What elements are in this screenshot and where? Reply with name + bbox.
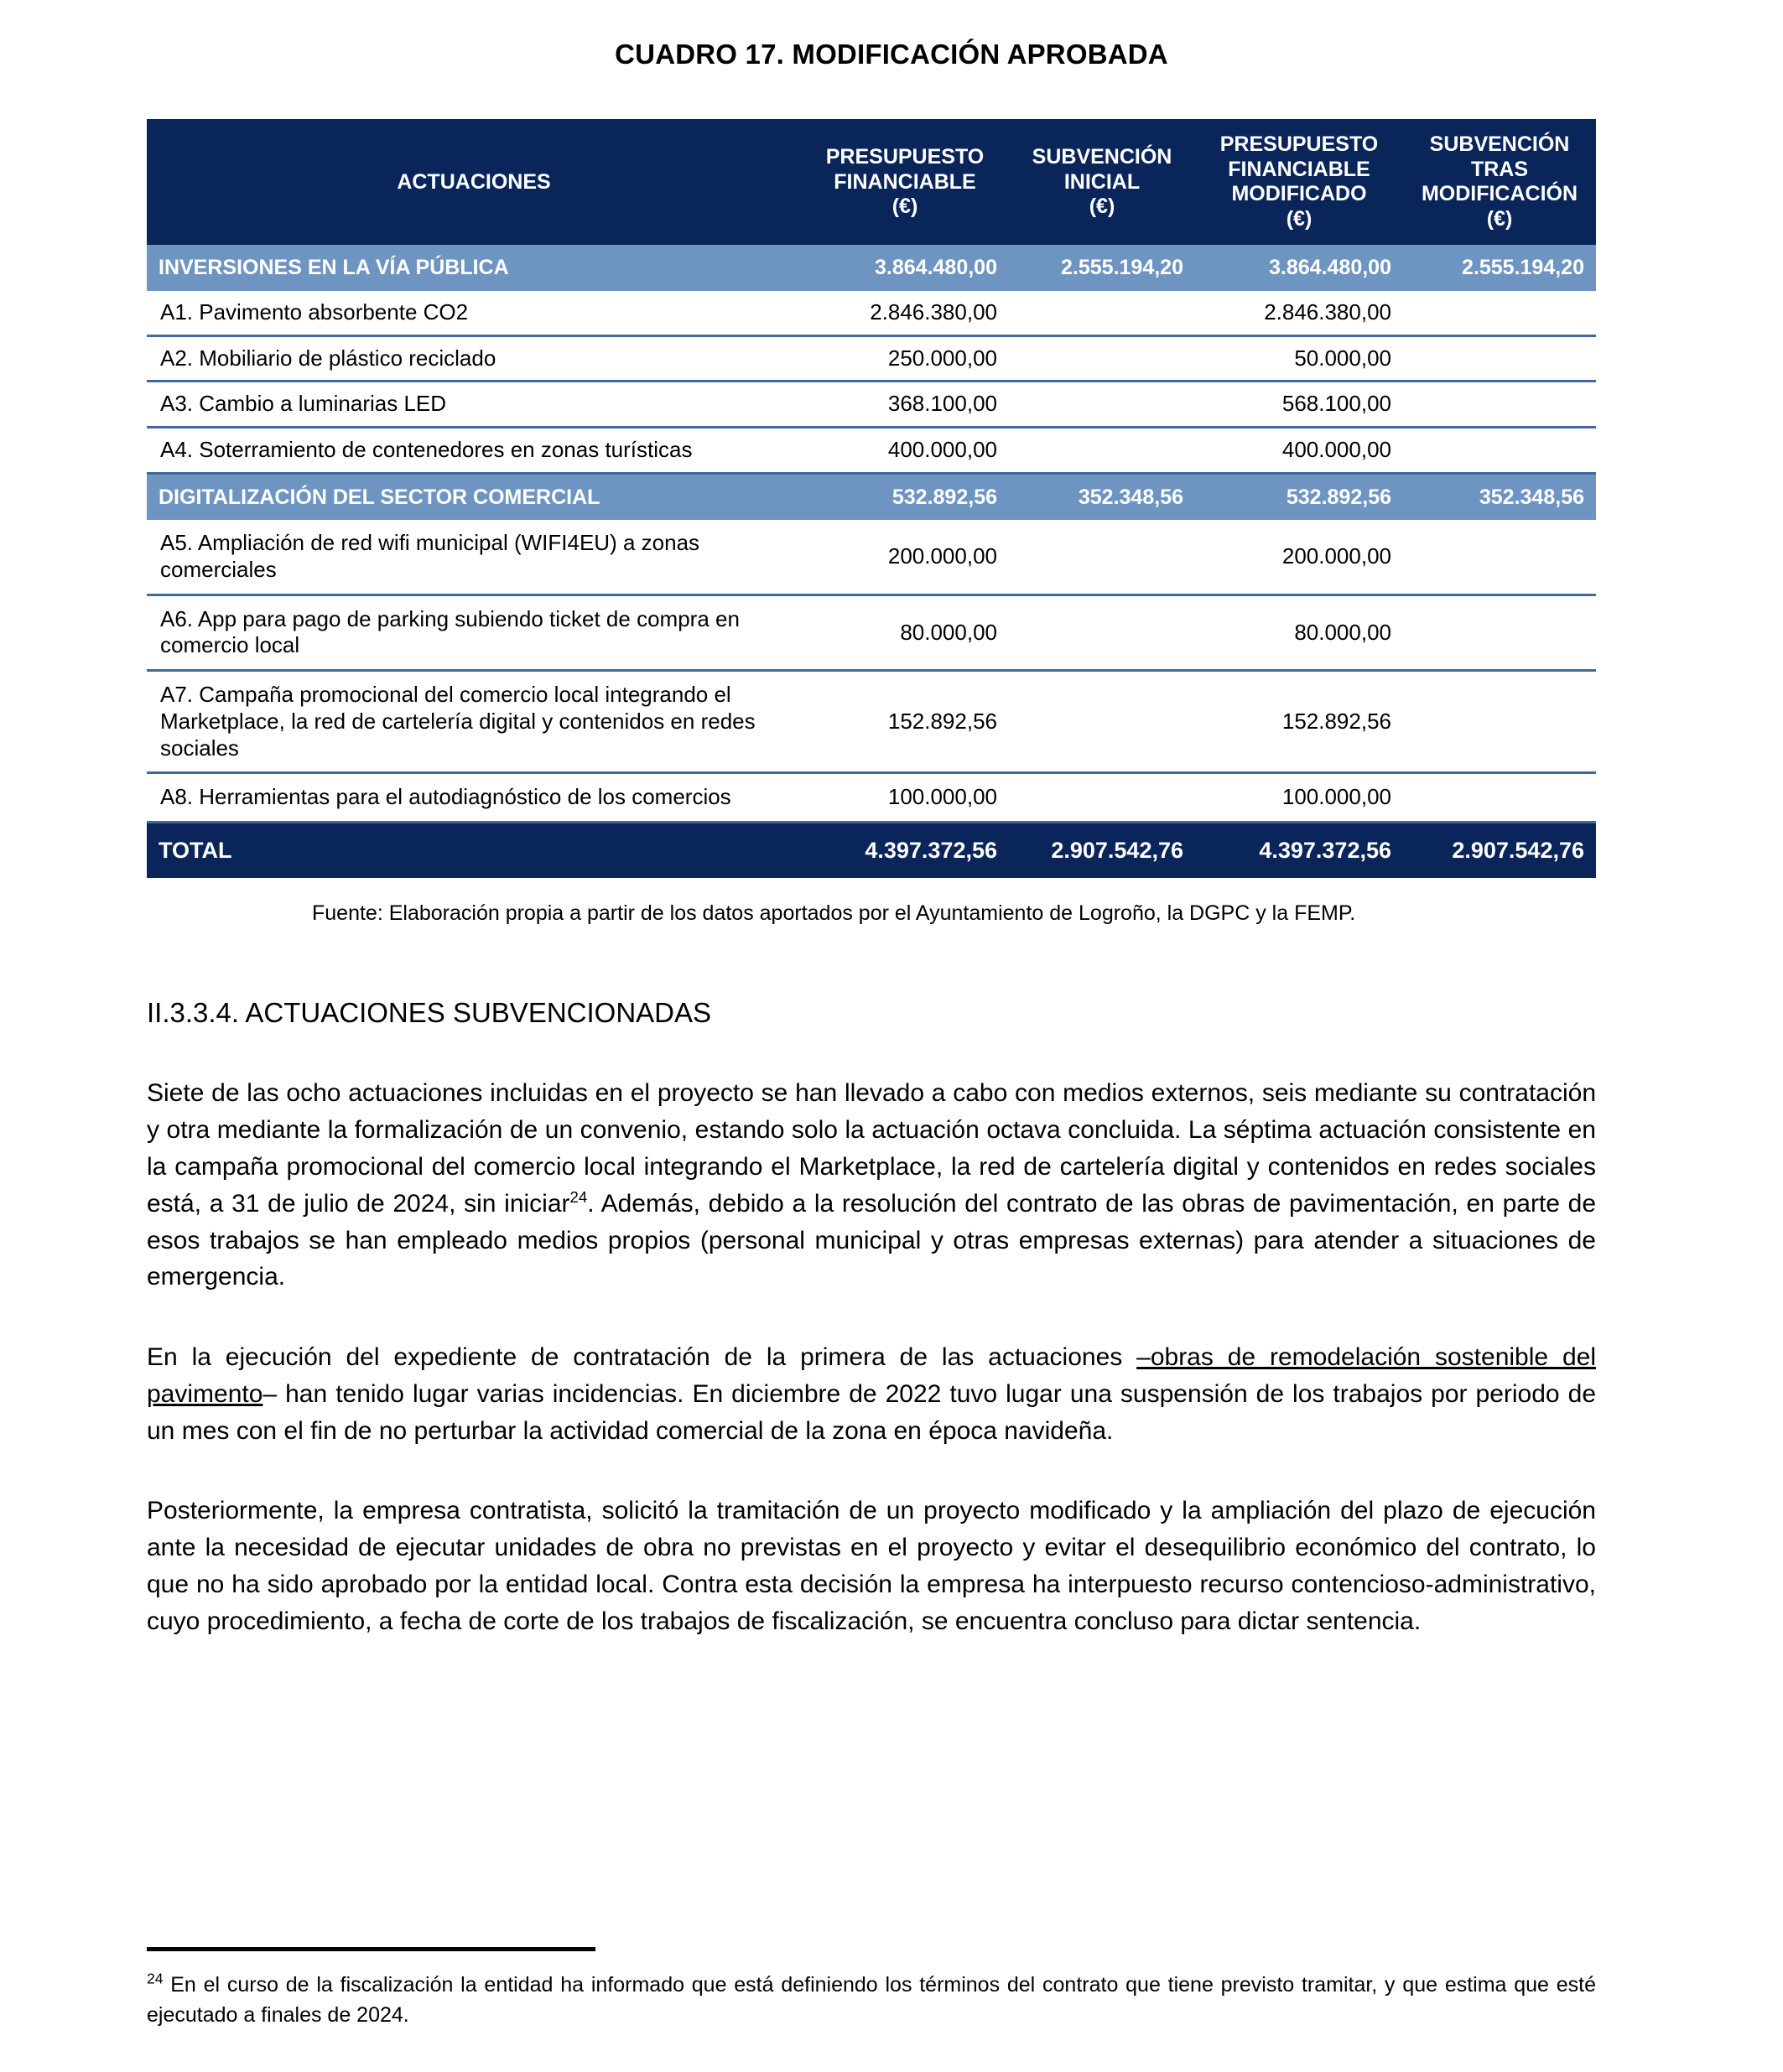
cuadro-17-table-container — [147, 119, 1596, 927]
table-section-row — [147, 245, 1596, 291]
cell-presupuesto-financiable: 2.846.380,00 — [801, 291, 1009, 335]
column-header-presupuesto-financiable-modificado: PRESUPUESTO FINANCIABLE MODIFICADO (€) — [1195, 119, 1403, 245]
page-title: CUADRO 17. MODIFICACIÓN APROBADA — [615, 39, 1168, 70]
cell-subvencion-tras-modificacion: 2.907.542,76 — [1403, 822, 1596, 877]
cell-presupuesto-financiable: 250.000,00 — [801, 335, 1009, 382]
cell-presupuesto-financiable-modificado: 200.000,00 — [1195, 520, 1403, 595]
column-header-subvencion-tras-modificacion: SUBVENCIÓN TRAS MODIFICACIÓN (€) — [1403, 119, 1596, 245]
cell-subvencion-tras-modificacion — [1403, 428, 1596, 474]
cell-subvencion-tras-modificacion — [1403, 335, 1596, 382]
row-label: A7. Campaña promocional del comercio local integrando el Marketplace, la red de cartelería digital y contenidos en redes sociales — [147, 671, 801, 773]
cell-subvencion-inicial: 2.555.194,20 — [1009, 245, 1195, 291]
column-header-presupuesto-financiable: PRESUPUESTO FINANCIABLE (€) — [801, 119, 1009, 245]
table-section-row — [147, 473, 1596, 520]
cell-subvencion-inicial — [1009, 291, 1195, 335]
cell-presupuesto-financiable: 4.397.372,56 — [801, 822, 1009, 877]
cell-subvencion-inicial — [1009, 382, 1195, 428]
cell-subvencion-inicial: 352.348,56 — [1009, 473, 1195, 520]
footnote-reference-24[interactable]: 24 — [569, 1187, 588, 1206]
column-header-actuaciones: ACTUACIONES — [147, 119, 801, 245]
row-label: A3. Cambio a luminarias LED — [147, 382, 801, 428]
cell-presupuesto-financiable-modificado: 568.100,00 — [1195, 382, 1403, 428]
cell-subvencion-inicial: 2.907.542,76 — [1009, 822, 1195, 877]
cell-presupuesto-financiable-modificado: 4.397.372,56 — [1195, 822, 1403, 877]
paragraph-2-text-b: – han tenido lugar varias incidencias. En diciembre de 2022 tuvo lugar una suspensión de los trabajos por periodo de un mes con el fin de no perturbar la actividad comercial de la zona en época navideña. — [147, 1379, 1596, 1445]
table-row — [147, 773, 1596, 823]
row-label: A1. Pavimento absorbente CO2 — [147, 291, 801, 335]
cell-presupuesto-financiable: 532.892,56 — [801, 473, 1009, 520]
paragraph-2 — [147, 1339, 1596, 1449]
table-total-row — [147, 822, 1596, 877]
cell-presupuesto-financiable-modificado: 2.846.380,00 — [1195, 291, 1403, 335]
table-row — [147, 428, 1596, 474]
cell-subvencion-inicial — [1009, 595, 1195, 670]
table-row — [147, 382, 1596, 428]
cell-subvencion-tras-modificacion — [1403, 382, 1596, 428]
cell-presupuesto-financiable: 100.000,00 — [801, 773, 1009, 823]
cell-presupuesto-financiable: 200.000,00 — [801, 520, 1009, 595]
cell-presupuesto-financiable: 368.100,00 — [801, 382, 1009, 428]
cell-presupuesto-financiable: 3.864.480,00 — [801, 245, 1009, 291]
cell-subvencion-inicial — [1009, 520, 1195, 595]
cell-subvencion-inicial — [1009, 335, 1195, 382]
row-label: A6. App para pago de parking subiendo ticket de compra en comercio local — [147, 595, 801, 670]
cell-presupuesto-financiable: 400.000,00 — [801, 428, 1009, 474]
paragraph-1-text-a: Siete de las ocho actuaciones incluidas en el proyecto se han llevado a cabo con medios externos, seis mediante su contratación y otra mediante la formalización de un convenio, estando solo la actuación octava concluida. La séptima actuación consistente en la campaña promocional del comercio local integrando el Marketplace, la red de cartelería digital y contenidos en redes sociales está, a 31 de julio de 2024, sin iniciar — [147, 1079, 1596, 1218]
paragraph-1 — [147, 1075, 1596, 1296]
cell-subvencion-inicial — [1009, 773, 1195, 823]
cell-presupuesto-financiable: 80.000,00 — [801, 595, 1009, 670]
cell-subvencion-tras-modificacion — [1403, 671, 1596, 773]
table-body — [147, 245, 1596, 878]
cell-subvencion-inicial — [1009, 428, 1195, 474]
cell-presupuesto-financiable-modificado: 3.864.480,00 — [1195, 245, 1403, 291]
table-header — [147, 119, 1596, 245]
table-row — [147, 335, 1596, 382]
cell-presupuesto-financiable: 152.892,56 — [801, 671, 1009, 773]
cell-presupuesto-financiable-modificado: 152.892,56 — [1195, 671, 1403, 773]
cell-presupuesto-financiable-modificado: 532.892,56 — [1195, 473, 1403, 520]
cell-subvencion-tras-modificacion — [1403, 773, 1596, 823]
row-label: A4. Soterramiento de contenedores en zonas turísticas — [147, 428, 801, 474]
cuadro-17-table — [147, 119, 1596, 878]
footnote-marker: 24 — [147, 1970, 164, 1987]
cell-presupuesto-financiable-modificado: 100.000,00 — [1195, 773, 1403, 823]
cell-presupuesto-financiable-modificado: 80.000,00 — [1195, 595, 1403, 670]
cell-subvencion-tras-modificacion — [1403, 291, 1596, 335]
row-label: TOTAL — [147, 822, 801, 877]
table-row — [147, 291, 1596, 335]
cell-presupuesto-financiable-modificado: 400.000,00 — [1195, 428, 1403, 474]
footnote-text: En el curso de la fiscalización la entidad ha informado que está definiendo los términos del contrato que tiene previsto tramitar, y que estima que esté ejecutado a finales de 2024. — [147, 1973, 1596, 2028]
paragraph-3: Posteriormente, la empresa contratista, solicitó la tramitación de un proyecto modificado y la ampliación del plazo de ejecución ante la necesidad de ejecutar unidades de obra no previstas en el proyecto y evitar el desequilibrio económico del contrato, lo que no ha sido aprobado por la entidad local. Contra esta decisión la empresa ha interpuesto recurso contencioso-administrativo, cuyo procedimiento, a fecha de corte de los trabajos de fiscalización, se encuentra concluso para dictar sentencia. — [147, 1497, 1596, 1635]
cell-subvencion-tras-modificacion: 2.555.194,20 — [1403, 245, 1596, 291]
row-label: INVERSIONES EN LA VÍA PÚBLICA — [147, 245, 801, 291]
footnote-separator-rule — [147, 1947, 595, 1951]
cell-subvencion-inicial — [1009, 671, 1195, 773]
row-label: A2. Mobiliario de plástico reciclado — [147, 335, 801, 382]
table-row — [147, 520, 1596, 595]
table-row — [147, 671, 1596, 773]
section-heading: II.3.3.4. ACTUACIONES SUBVENCIONADAS — [147, 997, 712, 1029]
paragraph-2-underlined-phrase: –obras de remodelación sostenible del pavimento — [147, 1343, 1596, 1408]
footnote-area — [147, 1947, 1596, 2031]
paragraph-1-text-b: . Además, debido a la resolución del contrato de las obras de pavimentación, en parte de esos trabajos se han empleado medios propios (personal municipal y otras empresas externas) para atender a situaciones de emergencia. — [147, 1189, 1597, 1291]
cell-subvencion-tras-modificacion — [1403, 595, 1596, 670]
footnote-24 — [147, 1970, 1596, 2031]
paragraph-2-text-a: En la ejecución del expediente de contratación de la primera de las actuaciones — [147, 1343, 1137, 1372]
cell-subvencion-tras-modificacion — [1403, 520, 1596, 595]
cell-subvencion-tras-modificacion: 352.348,56 — [1403, 473, 1596, 520]
table-header-row — [147, 119, 1596, 245]
column-header-subvencion-inicial: SUBVENCIÓN INICIAL (€) — [1009, 119, 1195, 245]
row-label: DIGITALIZACIÓN DEL SECTOR COMERCIAL — [147, 473, 801, 520]
document-page — [0, 18, 1783, 2072]
cell-presupuesto-financiable-modificado: 50.000,00 — [1195, 335, 1403, 382]
row-label: A8. Herramientas para el autodiagnóstico de los comercios — [147, 773, 801, 823]
row-label: A5. Ampliación de red wifi municipal (WIFI4EU) a zonas comerciales — [147, 520, 801, 595]
table-row — [147, 595, 1596, 670]
table-source-note: Fuente: Elaboración propia a partir de los datos aportados por el Ayuntamiento de Logroño, la DGPC y la FEMP. — [312, 901, 1356, 925]
